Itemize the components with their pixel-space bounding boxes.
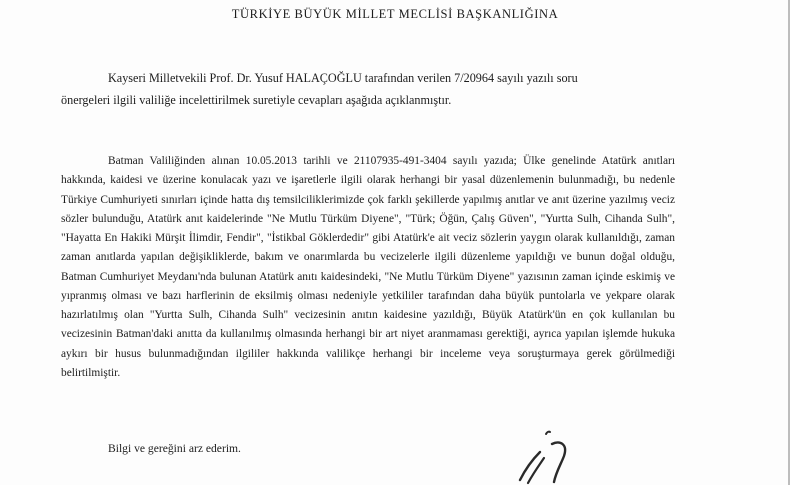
closing-line: Bilgi ve gereğini arz ederim. [108,442,241,455]
intro-line-1: Kayseri Milletvekili Prof. Dr. Yusuf HALAÇOĞLU tarafından verilen 7/20964 sayılı yazılı soru [108,71,578,85]
intro-line-2: önergeleri ilgili valiliğe incelettirilmek suretiyle cevapları aşağıda açıklanmıştır. [61,92,452,107]
intro-paragraph [61,68,673,111]
handwritten-signature [490,428,600,485]
document-title: TÜRKİYE BÜYÜK MİLLET MECLİSİ BAŞKANLIĞINA [231,7,559,21]
body-paragraph: Batman Valiliğinden alınan 10.05.2013 tarihli ve 21107935-491-3404 sayılı yazıda; Ülke genelinde Atatürk anıtları hakkında, kaidesi ve üzerine konulacak yazı ve işaretlerle ilgili olarak herhangi bir yasal düzenlemenin bulunmadığı, bu nedenle Türkiye Cumhuriyeti sınırları içinde hatta dış temsilciliklerimizde çok farklı şekillerde yapılmış anıtlar ve anıt üzerine yazılmış veciz sözler bulunduğu, Atatürk anıt kaidelerinde "Ne Mutlu Türküm Diyene", "Türk; Öğün, Çalış Güven", "Yurtta Sulh, Cihanda Sulh", "Hayatta En Hakiki Mürşit İlimdir, Fendir", "İstikbal Göklerdedir" gibi Atatürk'e ait veciz sözlerin yaygın olarak kullanıldığı, zaman zaman anıtlarda yapılan değişikliklerde, bakım ve onarımlarda bu vecizelerle ilgili düzenleme yapıldığı ve bunun doğal olduğu, Batman Cumhuriyet Meydanı'nda bulunan Atatürk anıtı kaidesindeki, "Ne Mutlu Türküm Diyene" yazısının zaman içinde eskimiş ve yıpranmış olması ve bazı harflerinin de eksilmiş olması nedeniyle yetkililer tarafından daha büyük puntolarla ve yekpare olarak hazırlatılmış olan "Yurtta Sulh, Cihanda Sulh" vecizesinin anıtın kaidesine yazıldığı, Büyük Atatürk'ün en çok kullanılan bu vecizesinin Batman'daki anıtta da kullanılmış olmasında herhangi bir art niyet aranmaması gerektiği, ayrıca yapılan işlemde hukuka aykırı bir husus bulunmadığından ilgililer hakkında valilikçe herhangi bir inceleme veya soruşturmaya gerek görülmediği belirtilmiştir. [61,155,675,379]
